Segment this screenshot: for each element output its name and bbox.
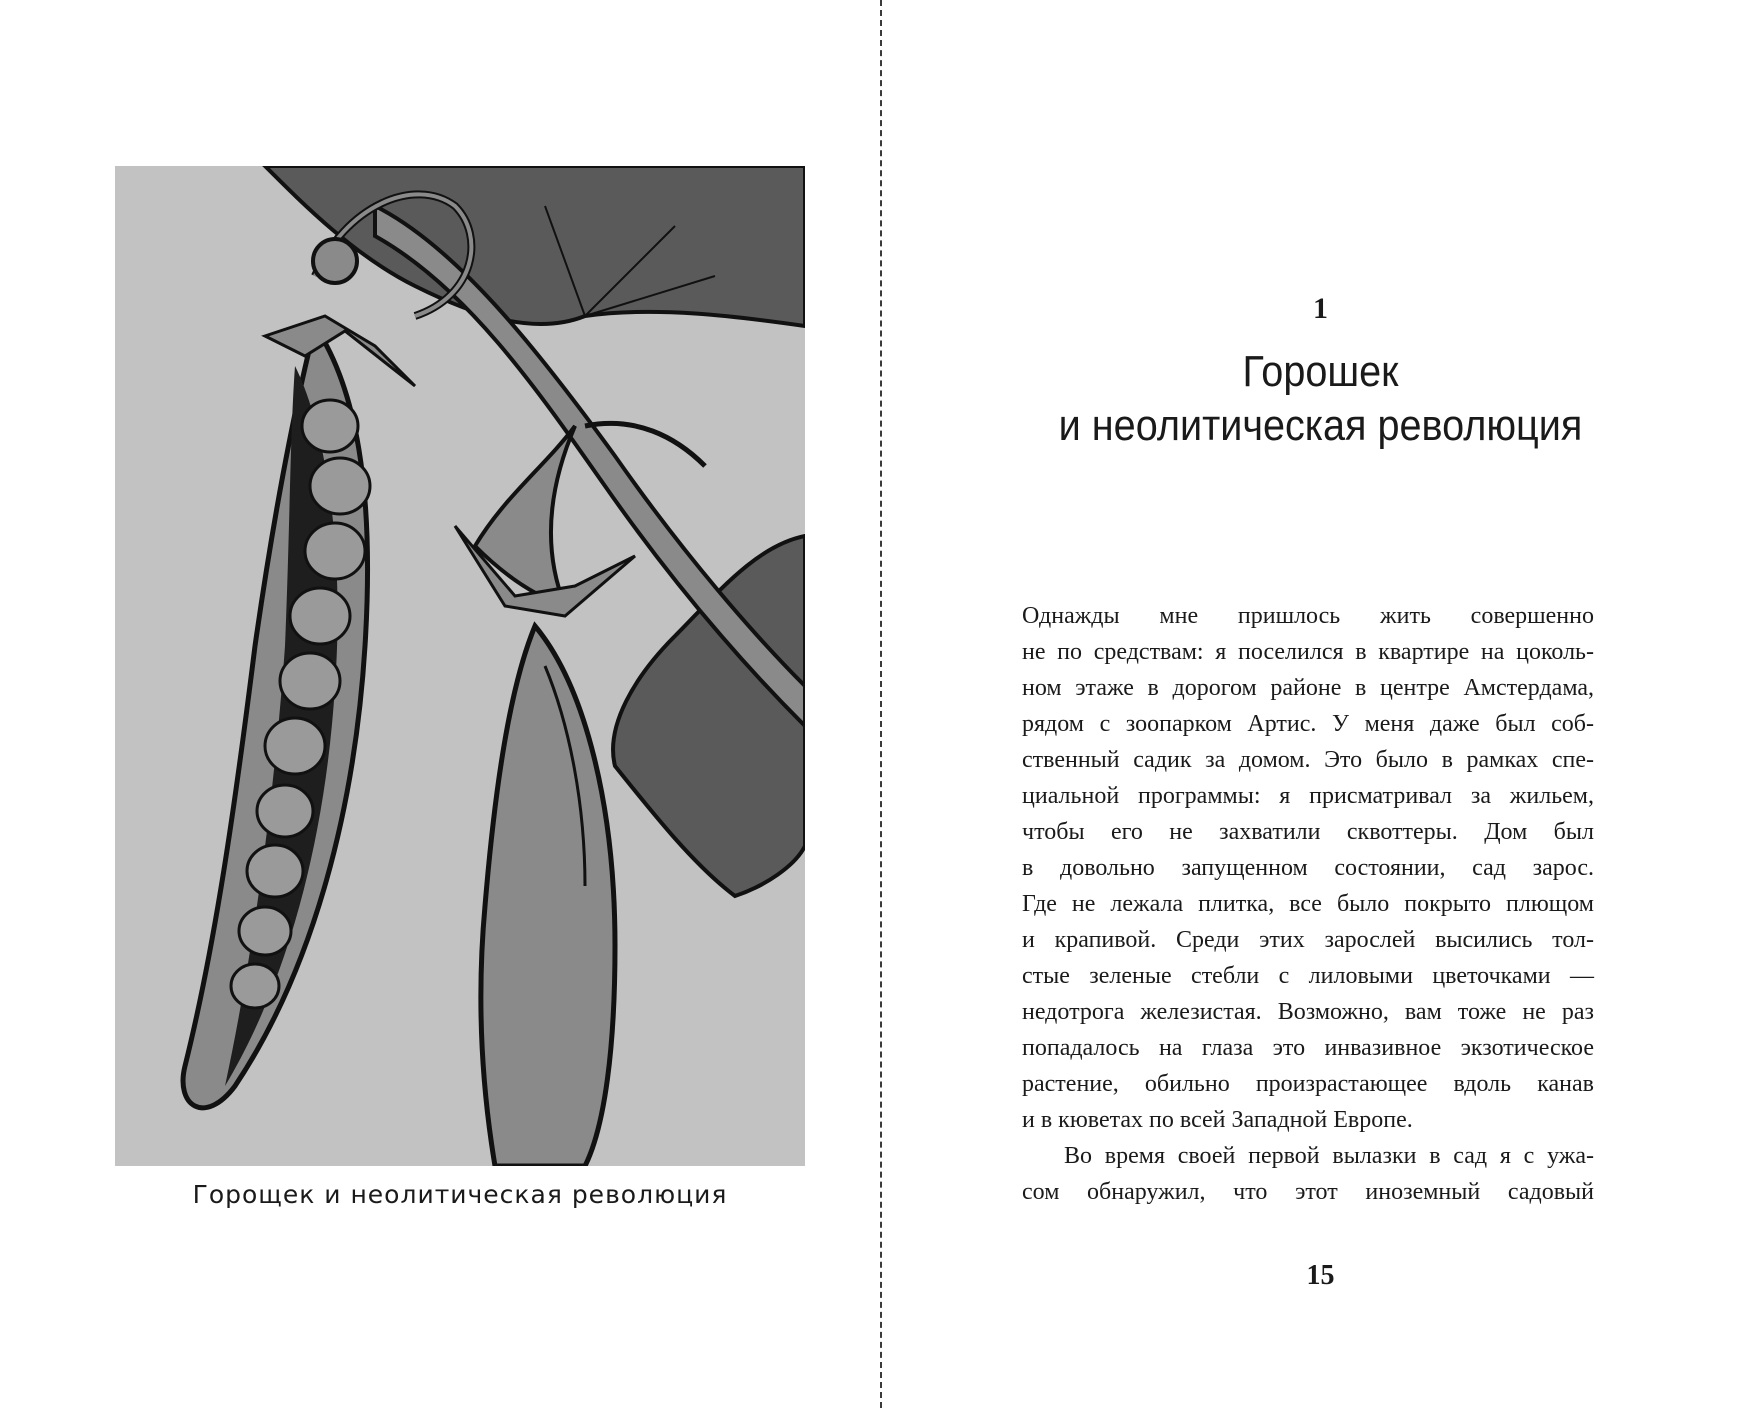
text-line: и крапивой. Среди этих зарослей высились тол- [1022,927,1594,953]
text-line: чтобы его не захватили сквоттеры. Дом был [1022,819,1594,845]
text-line: сом обнаружил, что этот иноземный садовый [1022,1179,1594,1205]
right-page [882,0,1759,1408]
page-number: 15 [1306,1260,1335,1291]
pea-pod-illustration [115,166,805,1166]
text-line: стые зеленые стебли с лиловыми цветочками — [1022,963,1594,989]
text-line: недотрога железистая. Возможно, вам тоже не раз [1022,999,1594,1025]
illustration-caption: Горощек и неолитическая революция [192,1180,728,1209]
text-line: ственный садик за домом. Это было в рамках спе- [1022,747,1594,773]
pea-pod-right [481,626,615,1166]
chapter-title-line: и неолитическая революция [1058,401,1583,450]
text-line: Однажды мне пришлось жить совершенно [1022,603,1594,629]
text-line: рядом с зоопарком Артис. У меня даже был соб- [1022,711,1594,737]
chapter-number: 1 [1313,292,1328,325]
text-line: попадалось на глаза это инвазивное экзотическое [1022,1035,1594,1061]
text-line: ном этаже в дорогом районе в центре Амстердама, [1022,675,1594,701]
text-line: растение, обильно произрастающее вдоль канав [1022,1071,1594,1097]
chapter-title [926,345,1715,453]
text-line: в довольно запущенном состоянии, сад зарос. [1022,855,1594,881]
chapter-title-line: Горошек [1242,347,1399,396]
text-line: циальной программы: я присматривал за жильем, [1022,783,1594,809]
text-line: и в кюветах по всей Западной Европе. [1022,1107,1413,1133]
text-line: Где не лежала плитка, все было покрыто плющом [1022,891,1594,917]
chapter-body-text [1022,598,1594,1210]
text-line: не по средствам: я поселился в квартире на цоколь- [1022,639,1594,665]
text-line: Во время своей первой вылазки в сад я с ужа- [1064,1143,1594,1169]
